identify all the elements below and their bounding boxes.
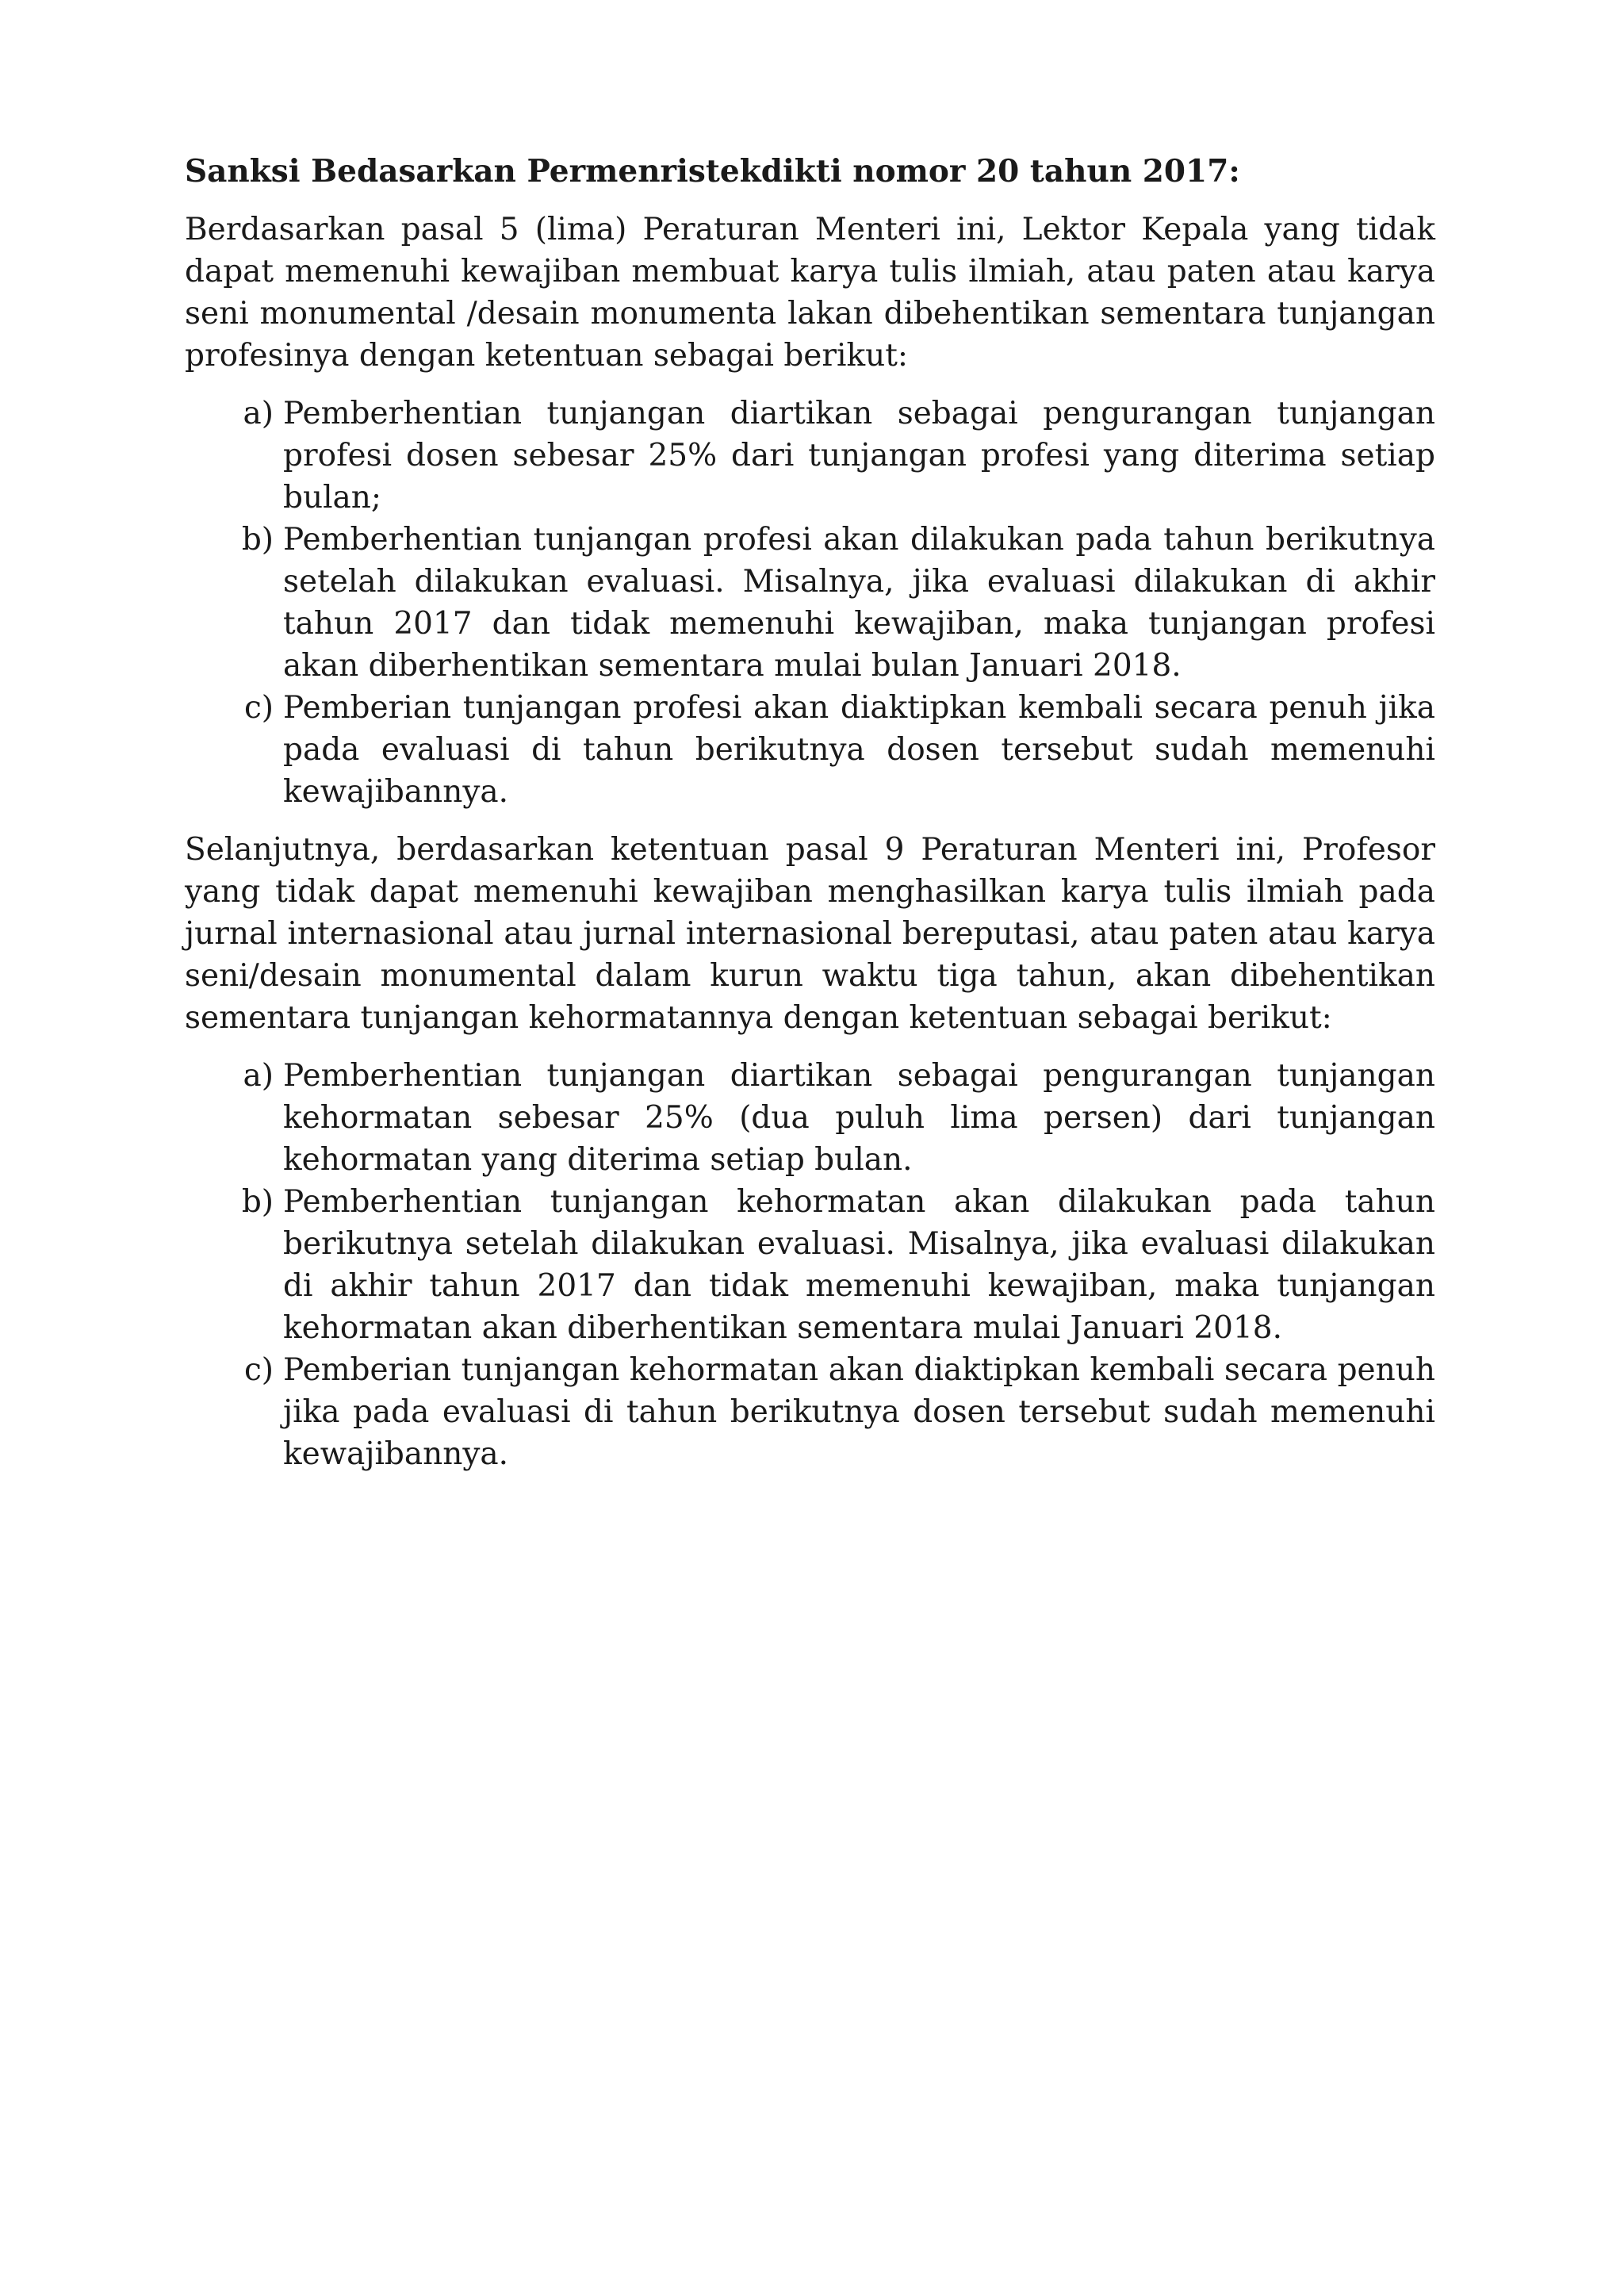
- document-heading: Sanksi Bedasarkan Permenristekdikti nomor 20 tahun 2017:: [185, 153, 1240, 190]
- list-marker: a): [243, 1058, 274, 1094]
- list-marker: b): [241, 522, 274, 558]
- list-profesor-sanctions: [185, 1055, 1435, 1475]
- list-marker: c): [243, 690, 274, 726]
- paragraph-lektor-kepala: Berdasarkan pasal 5 (lima) Peraturan Menteri ini, Lektor Kepala yang tidak dapat memenuhi kewajiban membuat karya tulis ilmiah, atau paten atau karya seni monumental /desain monumenta lakan dibehentikan sementara tunjangan profesinya dengan ketentuan sebagai berikut:: [185, 212, 1435, 374]
- list-item: [185, 1055, 1435, 1181]
- list-marker: a): [243, 396, 274, 431]
- list-item-text: Pemberhentian tunjangan diartikan sebagai pengurangan tunjangan profesi dosen sebesar 25% dari tunjangan profesi yang diterima setiap bulan;: [283, 396, 1435, 516]
- list-item: [185, 1349, 1435, 1475]
- list-item: [185, 393, 1435, 519]
- list-item-text: Pemberhentian tunjangan profesi akan dilakukan pada tahun berikutnya setelah dilakukan evaluasi. Misalnya, jika evaluasi dilakukan di akhir tahun 2017 dan tidak memenuhi kewajiban, maka tunjangan profesi akan diberhentikan sementara mulai bulan Januari 2018.: [283, 522, 1435, 684]
- list-item-text: Pemberian tunjangan kehormatan akan diaktipkan kembali secara penuh jika pada evaluasi di tahun berikutnya dosen tersebut sudah memenuhi kewajibannya.: [283, 1352, 1435, 1472]
- list-item-text: Pemberian tunjangan profesi akan diaktipkan kembali secara penuh jika pada evaluasi di tahun berikutnya dosen tersebut sudah memenuhi kewajibannya.: [283, 690, 1435, 810]
- list-lektor-kepala-sanctions: [185, 393, 1435, 813]
- list-marker: b): [241, 1184, 274, 1220]
- paragraph-profesor: Selanjutnya, berdasarkan ketentuan pasal 9 Peraturan Menteri ini, Profesor yang tidak dapat memenuhi kewajiban menghasilkan karya tulis ilmiah pada jurnal internasional atau jurnal internasional bereputasi, atau paten atau karya seni/desain monumental dalam kurun waktu tiga tahun, akan dibehentikan sementara tunjangan kehormatannya dengan ketentuan sebagai berikut:: [185, 832, 1435, 1036]
- document-page: [185, 151, 1435, 1491]
- list-item: [185, 1181, 1435, 1349]
- list-marker: c): [243, 1352, 274, 1388]
- list-item: [185, 519, 1435, 687]
- list-item: [185, 687, 1435, 813]
- list-item-text: Pemberhentian tunjangan diartikan sebagai pengurangan tunjangan kehormatan sebesar 25% (dua puluh lima persen) dari tunjangan kehormatan yang diterima setiap bulan.: [283, 1058, 1435, 1178]
- list-item-text: Pemberhentian tunjangan kehormatan akan dilakukan pada tahun berikutnya setelah dilakukan evaluasi. Misalnya, jika evaluasi dilakukan di akhir tahun 2017 dan tidak memenuhi kewajiban, maka tunjangan kehormatan akan diberhentikan sementara mulai Januari 2018.: [283, 1184, 1435, 1346]
